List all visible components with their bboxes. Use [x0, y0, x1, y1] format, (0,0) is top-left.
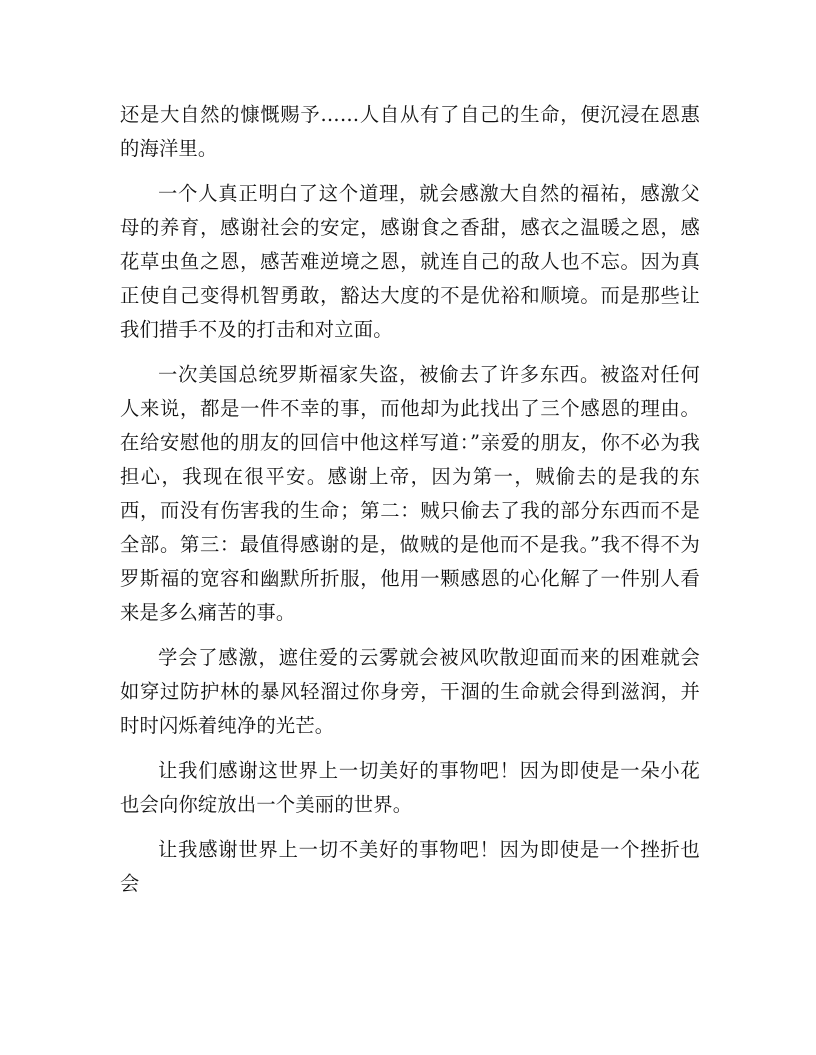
paragraph-6: 让我感谢世界上一切不美好的事物吧！因为即使是一个挫折也会: [120, 838, 700, 895]
document-body: [120, 98, 700, 912]
paragraph-5: 让我们感谢这世界上一切美好的事物吧！因为即使是一朵小花也会向你绽放出一个美丽的世界。: [120, 759, 700, 816]
paragraph-1: 还是大自然的慷慨赐予……人自从有了自己的生命，便沉浸在恩惠的海洋里。: [120, 103, 700, 160]
paragraph-4: 学会了感激，遮住爱的云雾就会被风吹散迎面而来的困难就会如穿过防护林的暴风轻溜过你身旁，干涸的生命就会得到滋润，并时时闪烁着纯净的光芒。: [120, 646, 700, 737]
paragraph-3: 一次美国总统罗斯福家失盗，被偷去了许多东西。被盗对任何人来说，都是一件不幸的事，而他却为此找出了三个感恩的理由。在给安慰他的朋友的回信中他这样写道：”亲爱的朋友，你不必为我担心，我现在很平安。感谢上帝，因为第一，贼偷去的是我的东西，而没有伤害我的生命；第二：贼只偷去了我的部分东西而不是全部。第三：最值得感谢的是，做贼的是他而不是我。”我不得不为罗斯福的宽容和幽默所折服，他用一颗感恩的心化解了一件别人看来是多么痛苦的事。: [120, 363, 700, 624]
paragraph-2: 一个人真正明白了这个道理，就会感激大自然的福祐，感激父母的养育，感谢社会的安定，感谢食之香甜，感衣之温暖之恩，感花草虫鱼之恩，感苦难逆境之恩，就连自己的敌人也不忘。因为真正使自己变得机智勇敢，豁达大度的不是优裕和顺境。而是那些让我们措手不及的打击和对立面。: [120, 182, 700, 341]
